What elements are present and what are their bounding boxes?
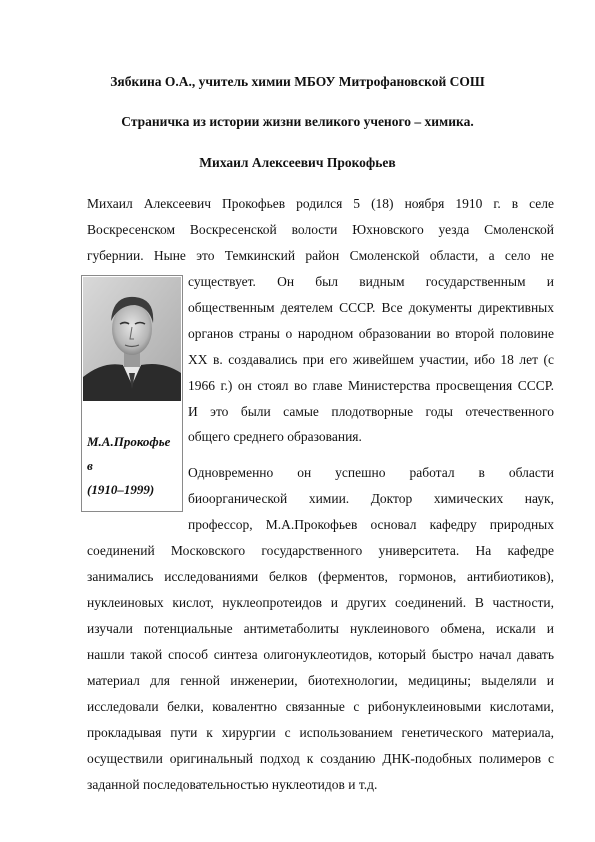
document-title: Страничка из истории жизни великого ученого – химика. [121,114,474,129]
portrait-caption [87,430,179,502]
body-line: осуществили оригинальный подход к созданию ДНК-подобных полимеров с [87,751,554,766]
body-line: исследовали белки, ковалентно связанные с рибонуклеиновыми кислотами, [87,699,554,714]
caption-line: (1910–1999) [87,482,155,497]
caption-line: в [87,458,93,473]
body-line: материал для генной инженерии, биотехнологии, медицины; выделяли и [87,673,554,688]
body-line: прокладывая пути к хирургии с использованием генетического материала, [87,725,554,740]
portrait-photo [83,277,181,401]
body-line: общего среднего образования. [188,429,362,444]
body-line: профессор, М.А.Прокофьев основал кафедру природных [188,517,554,532]
author-line: Зябкина О.А., учитель химии МБОУ Митрофановской СОШ [110,74,485,89]
caption-line: М.А.Прокофье [87,434,171,449]
body-line: соединений Московского государственного университета. На кафедре [87,543,554,558]
body-line: Одновременно он успешно работал в области [188,465,554,480]
body-line: биоорганической химии. Доктор химических наук, [188,491,554,506]
portrait-figure [81,275,183,512]
body-line: губернии. Ныне это Темкинский район Смоленской области, а село не [87,248,554,263]
body-line: Михаил Алексеевич Прокофьев родился 5 (18) ноября 1910 г. в селе [87,196,554,211]
body-line: XX в. создавались при его живейшем участии, ибо 18 лет (с [188,352,554,367]
body-line: существует. Он был видным государственным и [188,274,554,289]
body-line: нуклеиновых кислот, нуклеопротеидов и других соединений. В частности, [87,595,554,610]
body-line: Воскресенском Воскресенской волости Юхновского уезда Смоленской [87,222,554,237]
body-line: занимались исследованиями белков (ферментов, гормонов, антибиотиков), [87,569,554,584]
body-line: изучали потенциальные антиметаболиты нуклеинового обмена, искали и [87,621,554,636]
scientist-name-heading: Михаил Алексеевич Прокофьев [199,155,396,170]
body-line: общественным деятелем СССР. Все документы директивных [188,300,554,315]
body-line: нашли такой способ синтеза олигонуклеотидов, который быстро начал давать [87,647,554,662]
body-line: И это были самые плодотворные годы отечественного [188,404,554,419]
body-line: органов страны о народном образовании во второй половине [188,326,554,341]
body-line: 1966 г.) он стоял во главе Министерства просвещения СССР. [188,378,554,393]
body-line: заданной последовательностью нуклеотидов и т.д. [87,777,378,792]
